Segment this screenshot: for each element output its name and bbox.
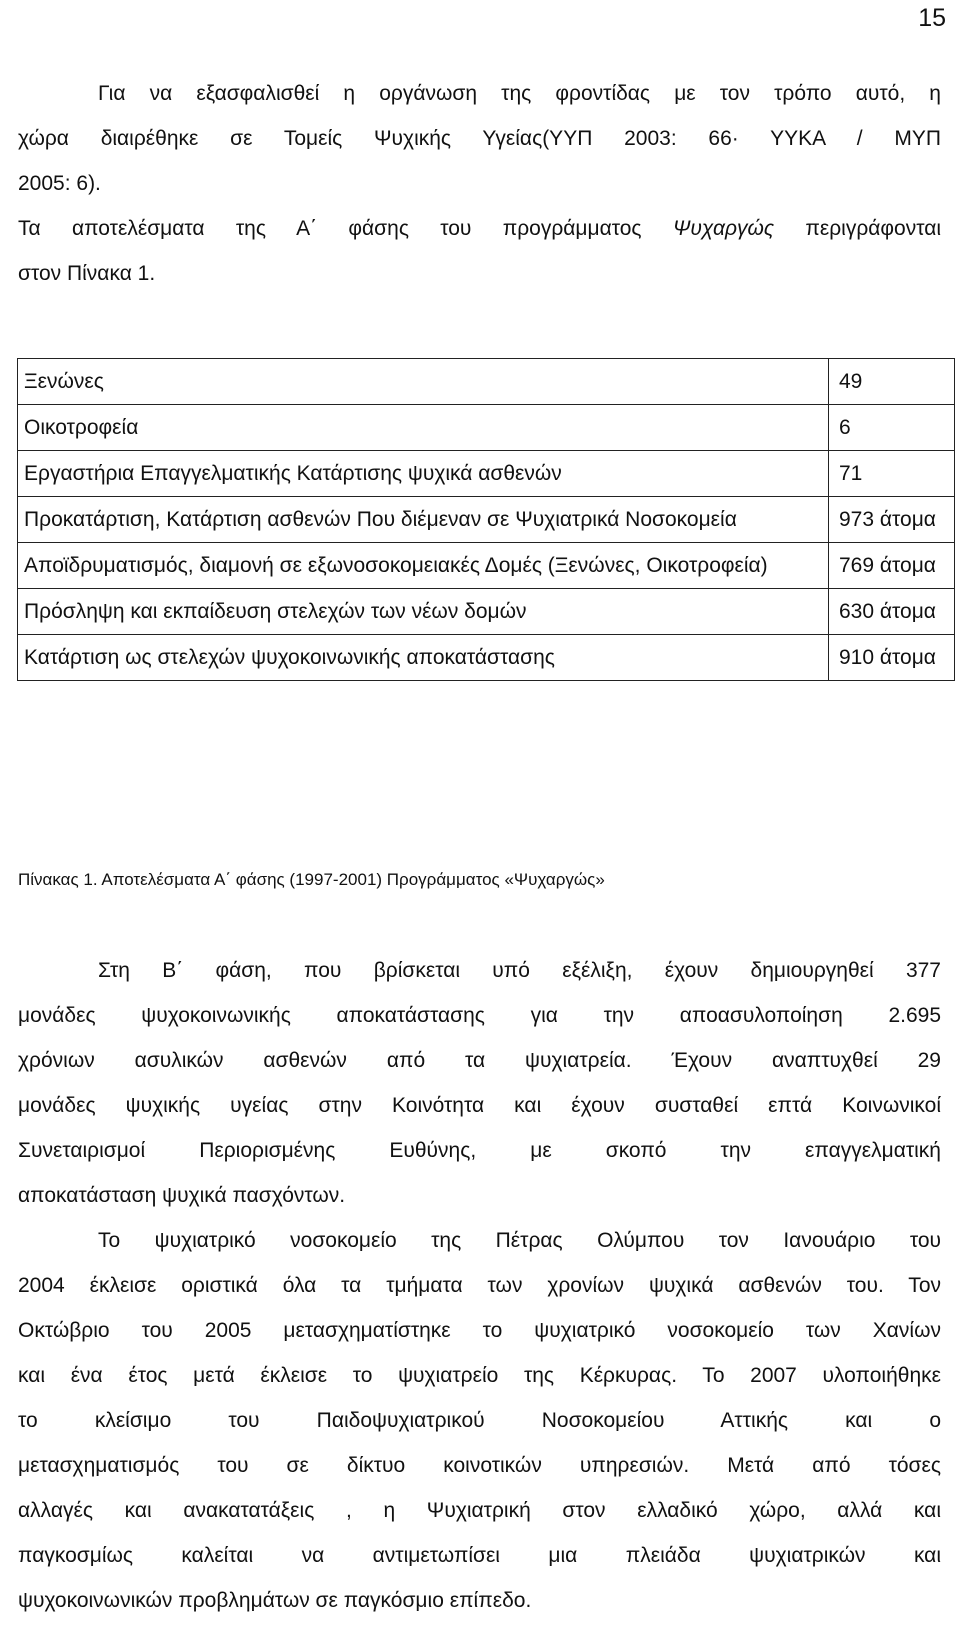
paragraph-line: 2004 έκλεισε οριστικά όλα τα τμήματα των χρονίων ψυχικά ασθενών του. Τον <box>18 1274 941 1297</box>
table-row <box>18 405 955 451</box>
paragraph-line: παγκοσμίως καλείται να αντιμετωπίσει μια πλειάδα ψυχιατρικών και <box>18 1544 941 1567</box>
intro-line: χώρα διαιρέθηκε σε Τομείς Ψυχικής Υγείας(ΥΥΠ 2003: 66· ΥΥΚΑ / ΜΥΠ <box>18 127 941 150</box>
paragraph-line: Συνεταιρισμοί Περιορισμένης Ευθύνης, με σκοπό την επαγγελματική <box>18 1139 941 1162</box>
paragraph-line: και ένα έτος μετά έκλεισε το ψυχιατρείο της Κέρκυρας. Το 2007 υλοποιήθηκε <box>18 1364 941 1387</box>
row-label: Οικοτροφεία <box>18 405 829 451</box>
row-label: Προκατάρτιση, Κατάρτιση ασθενών Που διέμεναν σε Ψυχιατρικά Νοσοκομεία <box>18 497 829 543</box>
intro-line <box>18 206 941 251</box>
paragraph-line: Στη Β΄ φάση, που βρίσκεται υπό εξέλιξη, έχουν δημιουργηθεί 377 <box>98 959 941 982</box>
table-caption: Πίνακας 1. Αποτελέσματα Α΄ φάσης (1997-2001) Προγράμματος «Ψυχαργώς» <box>18 870 605 889</box>
row-value: 973 άτομα <box>829 497 955 543</box>
row-value: 630 άτομα <box>829 589 955 635</box>
table-row <box>18 635 955 681</box>
row-label: Εργαστήρια Επαγγελματικής Κατάρτισης ψυχικά ασθενών <box>18 451 829 497</box>
row-value: 6 <box>829 405 955 451</box>
page-number: 15 <box>918 4 946 32</box>
paragraph-line: Το ψυχιατρικό νοσοκομείο της Πέτρας Ολύμπου τον Ιανουάριο του <box>98 1229 941 1252</box>
program-name: Ψυχαργώς <box>672 217 775 240</box>
intro-text: περιγράφονται <box>774 217 942 240</box>
paragraph-line: μονάδες ψυχοκοινωνικής αποκατάστασης για την αποασυλοποίηση 2.695 <box>18 1004 941 1027</box>
row-value: 71 <box>829 451 955 497</box>
paragraph-line: Οκτώβριο του 2005 μετασχηματίστηκε το ψυχιατρικό νοσοκομείο των Χανίων <box>18 1319 941 1342</box>
intro-line: στον Πίνακα 1. <box>18 262 156 285</box>
table-row <box>18 451 955 497</box>
hospital-closures-paragraph <box>18 1218 941 1623</box>
paragraph-line: ψυχοκοινωνικών προβλημάτων σε παγκόσμιο επίπεδο. <box>18 1589 532 1612</box>
row-label: Πρόσληψη και εκπαίδευση στελεχών των νέων δομών <box>18 589 829 635</box>
table-row <box>18 543 955 589</box>
row-label: Αποϊδρυματισμός, διαμονή σε εξωνοσοκομειακές Δομές (Ξενώνες, Οικοτροφεία) <box>18 543 829 589</box>
intro-line: 2005: 6). <box>18 172 101 195</box>
paragraph-line: το κλείσιμο του Παιδοψυχιατρικού Νοσοκομείου Αττικής και ο <box>18 1409 941 1432</box>
table-row <box>18 359 955 405</box>
row-label: Κατάρτιση ως στελεχών ψυχοκοινωνικής αποκατάστασης <box>18 635 829 681</box>
intro-paragraph <box>18 71 941 296</box>
table-row <box>18 589 955 635</box>
table-row <box>18 497 955 543</box>
results-table <box>17 358 955 681</box>
paragraph-line: αποκατάσταση ψυχικά πασχόντων. <box>18 1184 346 1207</box>
phase-b-paragraph <box>18 948 941 1218</box>
row-value: 49 <box>829 359 955 405</box>
row-label: Ξενώνες <box>18 359 829 405</box>
row-value: 910 άτομα <box>829 635 955 681</box>
intro-line: Για να εξασφαλισθεί η οργάνωση της φροντίδας με τον τρόπο αυτό, η <box>98 82 941 105</box>
paragraph-line: μονάδες ψυχικής υγείας στην Κοινότητα και έχουν συσταθεί επτά Κοινωνικοί <box>18 1094 941 1117</box>
paragraph-line: χρόνιων ασυλικών ασθενών από τα ψυχιατρεία. Έχουν αναπτυχθεί 29 <box>18 1049 941 1072</box>
intro-text: Τα αποτελέσματα της Α΄ φάσης του προγράμματος <box>18 217 673 240</box>
paragraph-line: αλλαγές και ανακατατάξεις , η Ψυχιατρική στον ελλαδικό χώρο, αλλά και <box>18 1499 941 1522</box>
row-value: 769 άτομα <box>829 543 955 589</box>
paragraph-line: μετασχηματισμός του σε δίκτυο κοινοτικών υπηρεσιών. Μετά από τόσες <box>18 1454 941 1477</box>
